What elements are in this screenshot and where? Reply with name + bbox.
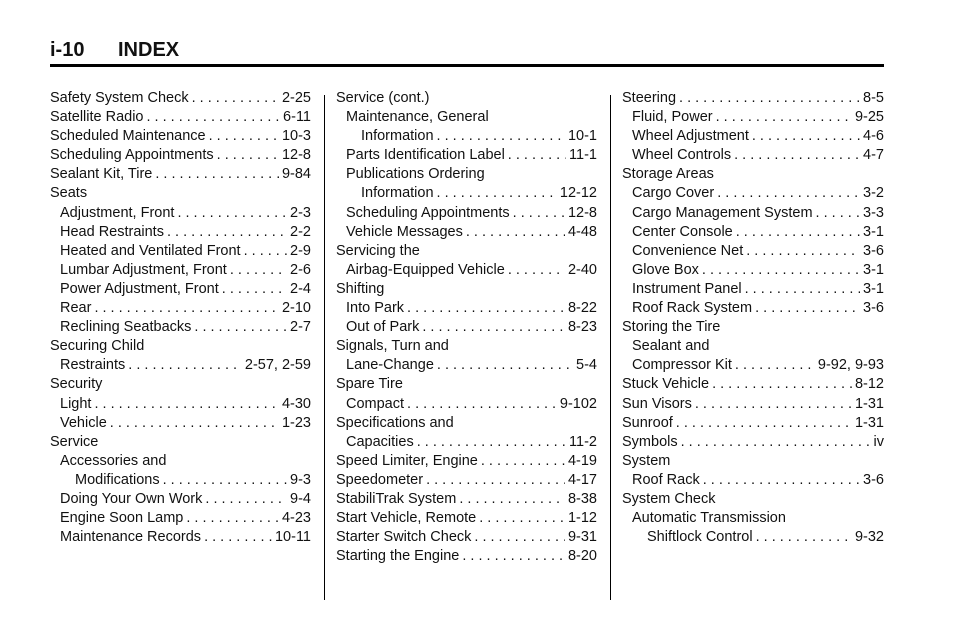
index-entry-label: Securing Child xyxy=(50,338,145,355)
index-entry xyxy=(336,318,597,337)
dot-leader xyxy=(755,299,860,318)
index-entry-page: 4-17 xyxy=(567,471,597,488)
index-entry-label: Parts Identification Label xyxy=(346,147,505,164)
index-entry-label: Adjustment, Front xyxy=(60,204,175,221)
index-entry-page: 3-6 xyxy=(863,300,884,317)
index-entry-page: 1-12 xyxy=(567,510,597,527)
dot-leader xyxy=(703,471,860,490)
index-entry xyxy=(50,356,311,375)
index-entry-label: Vehicle Messages xyxy=(346,223,463,240)
dot-leader xyxy=(508,261,565,280)
index-entry-label: Maintenance, General xyxy=(346,109,489,126)
index-entry xyxy=(622,452,884,471)
dot-leader xyxy=(94,395,279,414)
index-entry-page: 3-2 xyxy=(863,185,884,202)
index-entry-page: 1-23 xyxy=(281,414,311,431)
index-entry-label: Scheduling Appointments xyxy=(50,147,214,164)
index-entry-label: Heated and Ventilated Front xyxy=(60,242,241,259)
index-entry xyxy=(50,490,311,509)
index-entry-label: Satellite Radio xyxy=(50,109,144,126)
index-entry xyxy=(622,204,884,223)
index-entry xyxy=(336,127,597,146)
dot-leader xyxy=(407,299,565,318)
index-entry-page: 8-12 xyxy=(854,376,884,393)
index-entry-page: 3-1 xyxy=(863,280,884,297)
dot-leader xyxy=(681,433,871,452)
index-entry xyxy=(336,223,597,242)
index-entry-label: Starter Switch Check xyxy=(336,529,472,546)
index-entry-page: 2-3 xyxy=(290,204,311,221)
dot-leader xyxy=(217,146,279,165)
index-entry xyxy=(336,108,597,127)
dot-leader xyxy=(508,146,566,165)
index-entry xyxy=(50,146,311,165)
index-entry-label: Steering xyxy=(622,90,677,106)
index-entry-page: 2-9 xyxy=(290,242,311,259)
index-entry-label: Sunroof xyxy=(622,414,673,431)
index-entry xyxy=(622,223,884,242)
index-entry-label: Light xyxy=(60,395,92,412)
index-entry-label: Cargo Cover xyxy=(632,185,715,202)
dot-leader xyxy=(417,433,566,452)
index-entry xyxy=(622,356,884,375)
index-entry xyxy=(336,165,597,184)
index-entry-label: Fluid, Power xyxy=(632,109,713,126)
index-entry xyxy=(336,280,597,299)
dot-leader xyxy=(244,242,287,261)
dot-leader xyxy=(422,318,565,337)
index-column-1 xyxy=(50,89,311,547)
dot-leader xyxy=(437,356,573,375)
index-entry xyxy=(336,146,597,165)
index-entry-label: Maintenance Records xyxy=(60,529,202,546)
index-entry xyxy=(336,433,597,452)
index-entry-page: 8-22 xyxy=(567,300,597,317)
dot-leader xyxy=(222,280,287,299)
index-entry-page: 2-25 xyxy=(281,90,311,106)
index-entry-page: 11-1 xyxy=(569,147,597,164)
index-entry-label: Storage Areas xyxy=(622,166,714,183)
index-entry-label: System Check xyxy=(622,490,716,507)
index-entry-page: 4-6 xyxy=(863,128,884,145)
index-entry-label: Sun Visors xyxy=(622,395,692,412)
index-entry xyxy=(336,452,597,471)
column-divider xyxy=(324,95,325,600)
index-entry xyxy=(50,395,311,414)
index-entry-label: Lane-Change xyxy=(346,357,434,374)
index-entry-label: Roof Rack System xyxy=(632,300,753,317)
index-entry xyxy=(622,375,884,394)
index-entry-label: Modifications xyxy=(75,471,160,488)
index-entry-label: Shiftlock Control xyxy=(647,529,753,546)
index-entry xyxy=(336,471,597,490)
index-entry-label: Capacities xyxy=(346,433,414,450)
index-entry-page: 2-6 xyxy=(290,261,311,278)
index-entry xyxy=(50,108,311,127)
index-entry-page: 9-32 xyxy=(854,529,884,546)
dot-leader xyxy=(816,204,861,223)
index-entry-label: Shifting xyxy=(336,280,385,297)
index-entry xyxy=(50,89,311,108)
index-entry-page: 2-4 xyxy=(290,280,311,297)
dot-leader xyxy=(735,356,815,375)
dot-leader xyxy=(462,547,565,566)
index-entry xyxy=(50,242,311,261)
index-entry xyxy=(622,184,884,203)
index-entry xyxy=(50,414,311,433)
dot-leader xyxy=(194,318,287,337)
index-entry-label: Speedometer xyxy=(336,471,424,488)
column-divider xyxy=(610,95,611,600)
index-entry-page: 4-19 xyxy=(567,452,597,469)
index-entry-label: Head Restraints xyxy=(60,223,164,240)
index-entry-label: Information xyxy=(361,185,434,202)
page-number: i-10 xyxy=(50,39,85,61)
index-entry-page: 8-23 xyxy=(567,319,597,336)
index-entry xyxy=(336,509,597,528)
index-entry-label: Publications Ordering xyxy=(346,166,485,183)
index-entry xyxy=(50,337,311,356)
dot-leader xyxy=(459,490,565,509)
dot-leader xyxy=(676,414,852,433)
index-entry-label: Signals, Turn and xyxy=(336,338,449,355)
index-entry-label: Wheel Controls xyxy=(632,147,732,164)
index-entry-page: 12-12 xyxy=(559,185,597,202)
index-entry-label: Service xyxy=(50,433,99,450)
index-entry-page: 4-30 xyxy=(281,395,311,412)
index-entry xyxy=(622,337,884,356)
index-entry-label: Safety System Check xyxy=(50,90,189,106)
index-entry xyxy=(50,509,311,528)
index-entry xyxy=(50,471,311,490)
dot-leader xyxy=(466,223,565,242)
index-entry-page: 10-11 xyxy=(274,529,311,546)
dot-leader xyxy=(177,204,287,223)
index-entry-label: Spare Tire xyxy=(336,376,403,393)
page-title: INDEX xyxy=(118,39,180,61)
index-entry-label: Doing Your Own Work xyxy=(60,490,203,507)
dot-leader xyxy=(752,127,860,146)
index-entry-label: Reclining Seatbacks xyxy=(60,319,192,336)
index-entry xyxy=(50,261,311,280)
index-entry-label: Symbols xyxy=(622,433,678,450)
index-entry-label: Start Vehicle, Remote xyxy=(336,510,477,527)
index-entry xyxy=(622,146,884,165)
dot-leader xyxy=(437,127,565,146)
index-entry-label: Storing the Tire xyxy=(622,319,721,336)
dot-leader xyxy=(745,280,860,299)
index-entry-label: Speed Limiter, Engine xyxy=(336,452,478,469)
index-entry-label: Servicing the xyxy=(336,242,420,259)
index-entry-label: Automatic Transmission xyxy=(632,510,786,527)
index-entry xyxy=(622,127,884,146)
index-entry-label: Seats xyxy=(50,185,88,202)
dot-leader xyxy=(734,146,860,165)
index-entry xyxy=(50,299,311,318)
index-entry xyxy=(336,375,597,394)
index-entry xyxy=(622,242,884,261)
index-entry xyxy=(622,318,884,337)
index-entry-page: 2-10 xyxy=(281,300,311,317)
index-entry-page: 11-2 xyxy=(569,433,597,450)
dot-leader xyxy=(163,471,287,490)
index-entry-label: Convenience Net xyxy=(632,242,744,259)
dot-leader xyxy=(712,375,852,394)
dot-leader xyxy=(94,299,279,318)
dot-leader xyxy=(702,261,860,280)
index-column-2 xyxy=(336,89,597,566)
index-entry xyxy=(622,509,884,528)
dot-leader xyxy=(147,108,281,127)
index-entry-page: 8-5 xyxy=(863,90,884,106)
index-entry-label: Cargo Management System xyxy=(632,204,813,221)
dot-leader xyxy=(128,356,242,375)
index-entry-label: Compressor Kit xyxy=(632,357,732,374)
dot-leader xyxy=(167,223,287,242)
index-entry-label: Engine Soon Lamp xyxy=(60,510,184,527)
dot-leader xyxy=(192,89,279,108)
index-entry xyxy=(336,395,597,414)
dot-leader xyxy=(695,395,852,414)
index-entry-label: System xyxy=(622,452,671,469)
index-entry-label: Lumbar Adjustment, Front xyxy=(60,261,227,278)
index-entry xyxy=(50,204,311,223)
index-entry-label: Glove Box xyxy=(632,261,699,278)
index-entry-page: 2-2 xyxy=(290,223,311,240)
index-entry-page: 3-3 xyxy=(863,204,884,221)
index-entry-label: Wheel Adjustment xyxy=(632,128,749,145)
dot-leader xyxy=(474,528,565,547)
index-entry-page: 2-7 xyxy=(290,319,311,336)
index-entry xyxy=(622,165,884,184)
index-entry-page: 12-8 xyxy=(281,147,311,164)
dot-leader xyxy=(736,223,860,242)
index-entry-page: 9-25 xyxy=(854,109,884,126)
index-entry-page: 9-3 xyxy=(290,471,311,488)
dot-leader xyxy=(756,528,852,547)
index-entry xyxy=(336,204,597,223)
header-rule xyxy=(50,64,884,67)
index-entry xyxy=(622,108,884,127)
index-entry xyxy=(50,433,311,452)
index-entry-label: Center Console xyxy=(632,223,733,240)
index-entry-label: Information xyxy=(361,128,434,145)
page-header xyxy=(50,38,884,64)
dot-leader xyxy=(209,127,279,146)
index-entry-page: 1-31 xyxy=(854,414,884,431)
index-entry-page: 8-38 xyxy=(567,490,597,507)
dot-leader xyxy=(407,395,557,414)
dot-leader xyxy=(205,490,287,509)
index-entry-page: 6-11 xyxy=(283,109,311,126)
index-entry-page: 4-48 xyxy=(567,223,597,240)
index-entry-label: Roof Rack xyxy=(632,471,700,488)
index-entry-label: Specifications and xyxy=(336,414,454,431)
index-entry-label: Vehicle xyxy=(60,414,107,431)
index-entry xyxy=(50,223,311,242)
index-entry-page: 4-7 xyxy=(863,147,884,164)
index-entry xyxy=(336,337,597,356)
index-entry xyxy=(50,127,311,146)
dot-leader xyxy=(746,242,860,261)
index-column-3 xyxy=(622,89,884,547)
index-entry-label: Service (cont.) xyxy=(336,90,430,106)
index-entry-page: 2-57, 2-59 xyxy=(244,357,311,374)
index-entry-label: Sealant and xyxy=(632,338,710,355)
index-entry-page: 10-1 xyxy=(567,128,597,145)
index-entry-label: Stuck Vehicle xyxy=(622,376,710,393)
index-entry xyxy=(50,318,311,337)
index-entry-label: Rear xyxy=(60,300,92,317)
index-entry-page: 9-92, 9-93 xyxy=(817,357,884,374)
dot-leader xyxy=(513,204,565,223)
index-entry xyxy=(622,471,884,490)
index-entry xyxy=(336,414,597,433)
index-entry-page: 3-6 xyxy=(863,242,884,259)
dot-leader xyxy=(426,471,565,490)
index-entry xyxy=(50,452,311,471)
dot-leader xyxy=(716,108,852,127)
index-entry xyxy=(622,528,884,547)
index-entry-label: Out of Park xyxy=(346,319,420,336)
dot-leader xyxy=(717,184,860,203)
index-entry xyxy=(50,184,311,203)
index-entry xyxy=(622,280,884,299)
index-entry-label: Into Park xyxy=(346,300,405,317)
index-entry xyxy=(622,414,884,433)
index-entry-label: Instrument Panel xyxy=(632,280,742,297)
index-entry xyxy=(622,261,884,280)
index-entry-page: 2-40 xyxy=(567,261,597,278)
index-entry xyxy=(336,490,597,509)
index-entry-page: 3-1 xyxy=(863,261,884,278)
index-entry-page: 12-8 xyxy=(567,204,597,221)
index-entry-page: 3-1 xyxy=(863,223,884,240)
index-entry-label: Sealant Kit, Tire xyxy=(50,166,153,183)
index-entry-label: Airbag-Equipped Vehicle xyxy=(346,261,505,278)
index-entry-label: Accessories and xyxy=(60,452,167,469)
index-entry xyxy=(336,547,597,566)
index-entry xyxy=(50,528,311,547)
index-entry-label: StabiliTrak System xyxy=(336,490,457,507)
index-entry xyxy=(50,165,311,184)
dot-leader xyxy=(479,509,565,528)
index-entry xyxy=(336,242,597,261)
index-entry-page: 1-31 xyxy=(854,395,884,412)
dot-leader xyxy=(230,261,287,280)
index-entry-page: 4-23 xyxy=(281,510,311,527)
dot-leader xyxy=(186,509,279,528)
index-entry-page: 3-6 xyxy=(863,471,884,488)
index-entry xyxy=(50,375,311,394)
dot-leader xyxy=(204,528,272,547)
dot-leader xyxy=(110,414,279,433)
index-entry xyxy=(336,261,597,280)
dot-leader xyxy=(437,184,557,203)
index-entry-label: Scheduling Appointments xyxy=(346,204,510,221)
index-entry xyxy=(336,89,597,108)
index-entry-page: iv xyxy=(873,433,884,450)
index-entry-label: Restraints xyxy=(60,357,126,374)
index-entry-label: Security xyxy=(50,376,103,393)
index-entry-page: 9-4 xyxy=(290,490,311,507)
dot-leader xyxy=(155,165,279,184)
index-entry-label: Compact xyxy=(346,395,405,412)
index-entry xyxy=(622,433,884,452)
index-entry-label: Starting the Engine xyxy=(336,548,460,565)
index-entry-page: 9-31 xyxy=(567,529,597,546)
index-entry-label: Power Adjustment, Front xyxy=(60,280,219,297)
index-entry xyxy=(622,89,884,108)
dot-leader xyxy=(679,89,860,108)
index-entry xyxy=(622,299,884,318)
index-entry xyxy=(336,299,597,318)
index-entry-page: 8-20 xyxy=(567,548,597,565)
index-entry-page: 9-84 xyxy=(281,166,311,183)
index-entry xyxy=(336,356,597,375)
index-entry xyxy=(50,280,311,299)
index-entry-label: Scheduled Maintenance xyxy=(50,128,206,145)
index-entry xyxy=(622,395,884,414)
index-entry-page: 9-102 xyxy=(559,395,597,412)
index-entry xyxy=(336,184,597,203)
dot-leader xyxy=(481,452,565,471)
index-entry xyxy=(336,528,597,547)
index-entry-page: 5-4 xyxy=(576,357,597,374)
index-entry xyxy=(622,490,884,509)
index-entry-page: 10-3 xyxy=(281,128,311,145)
